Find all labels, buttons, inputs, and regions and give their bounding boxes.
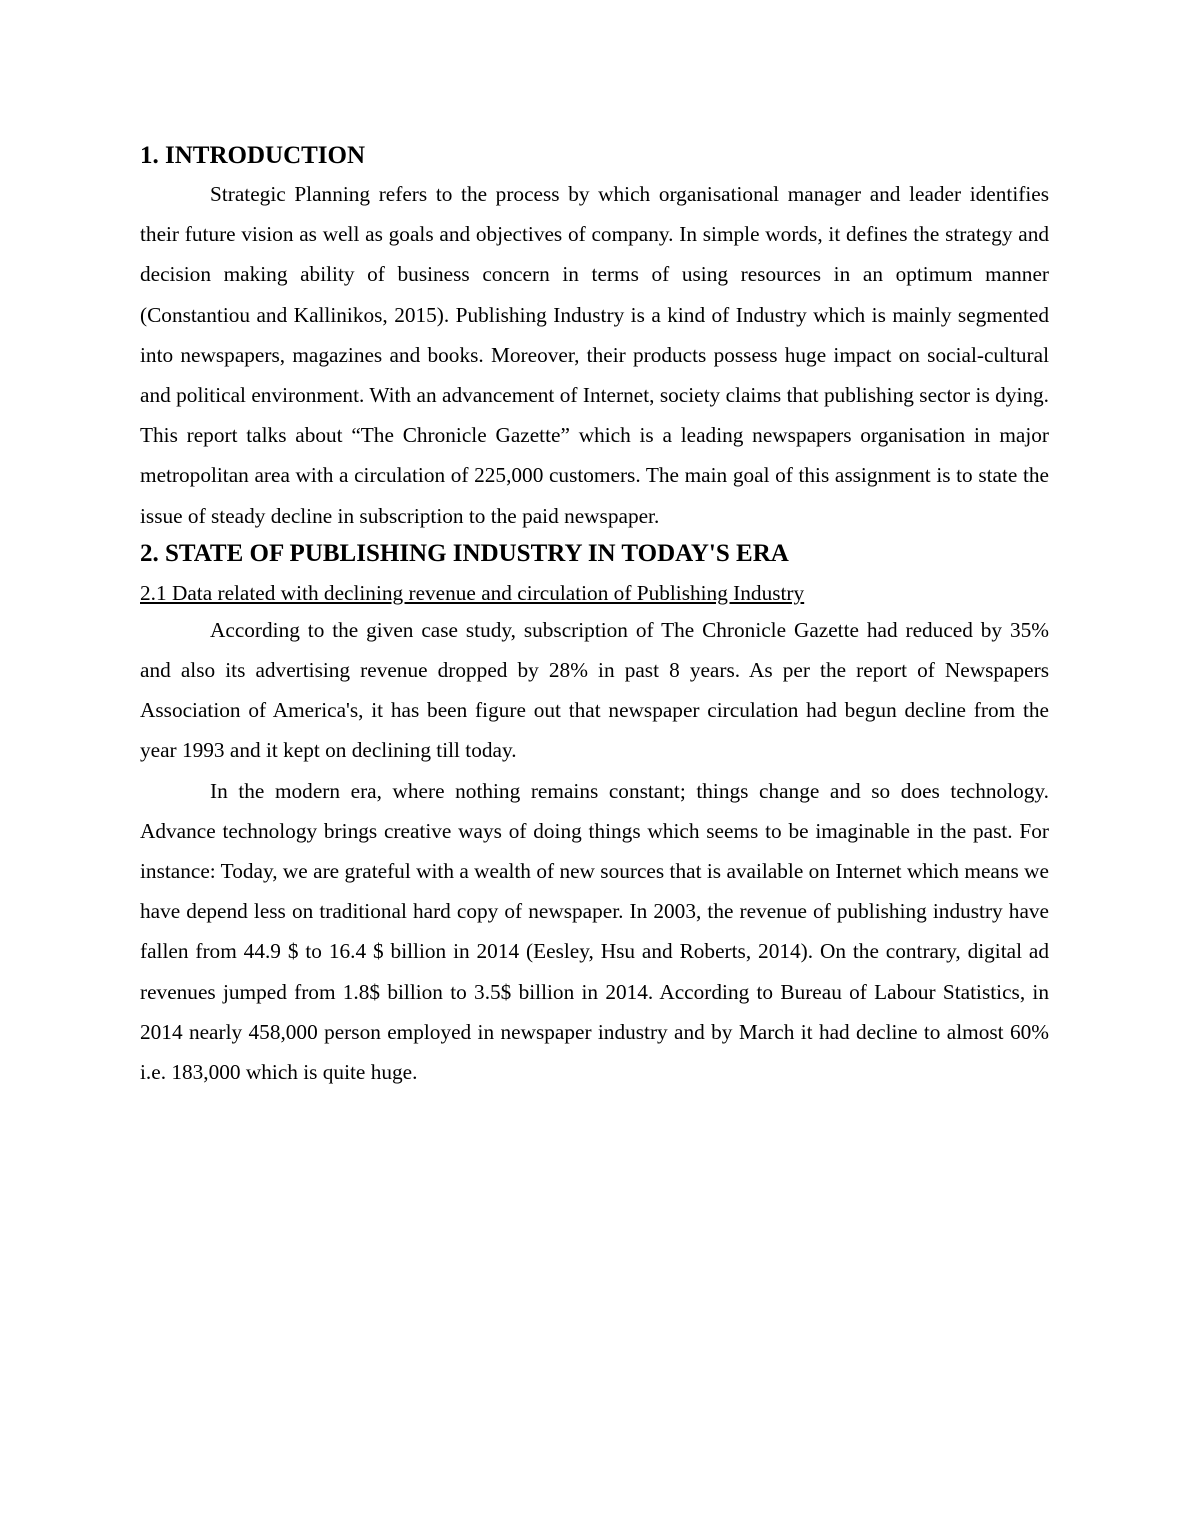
introduction-heading: 1. INTRODUCTION	[140, 142, 366, 169]
introduction-paragraph: Strategic Planning refers to the process by which organisational manager and leader identifies their future vision as well as goals and objectives of company. In simple words, it defines the strategy and decision making ability of business concern in terms of using resources in an optimum manner (Constantiou and Kallinikos, 2015). Publishing Industry is a kind of Industry which is mainly segmented into newspapers, magazines and books. Moreover, their products possess huge impact on social-cultural and political environment. With an advancement of Internet, society claims that publishing sector is dying. This report talks about “The Chronicle Gazette” which is a leading newspapers organisation in major metropolitan area with a circulation of 225,000 customers. The main goal of this assignment is to state the issue of steady decline in subscription to the paid newspaper.	[140, 182, 1049, 528]
case-study-paragraph: According to the given case study, subscription of The Chronicle Gazette had reduced by 35% and also its advertising revenue dropped by 28% in past 8 years. As per the report of Newspapers Association of America's, it has been figure out that newspaper circulation had begun decline from the year 1993 and it kept on declining till today.	[140, 617, 1049, 763]
data-decline-subheading: 2.1 Data related with declining revenue and circulation of Publishing Industry	[140, 580, 805, 605]
modern-era-paragraph: In the modern era, where nothing remains constant; things change and so does technology. Advance technology brings creative ways of doing things which seems to be imaginable in the past. For instance: Today, we are grateful with a wealth of new sources that is available on Internet which means we have depend less on traditional hard copy of newspaper. In 2003, the revenue of publishing industry have fallen from 44.9 $ to 16.4 $ billion in 2014 (Eesley, Hsu and Roberts, 2014). On the contrary, digital ad revenues jumped from 1.8$ billion to 3.5$ billion in 2014. According to Bureau of Labour Statistics, in 2014 nearly 458,000 person employed in newspaper industry and by March it had decline to almost 60% i.e. 183,000 which is quite huge.	[140, 778, 1049, 1085]
document-page	[140, 138, 1049, 1092]
publishing-industry-heading: 2. STATE OF PUBLISHING INDUSTRY IN TODAY'S ERA	[140, 539, 789, 567]
